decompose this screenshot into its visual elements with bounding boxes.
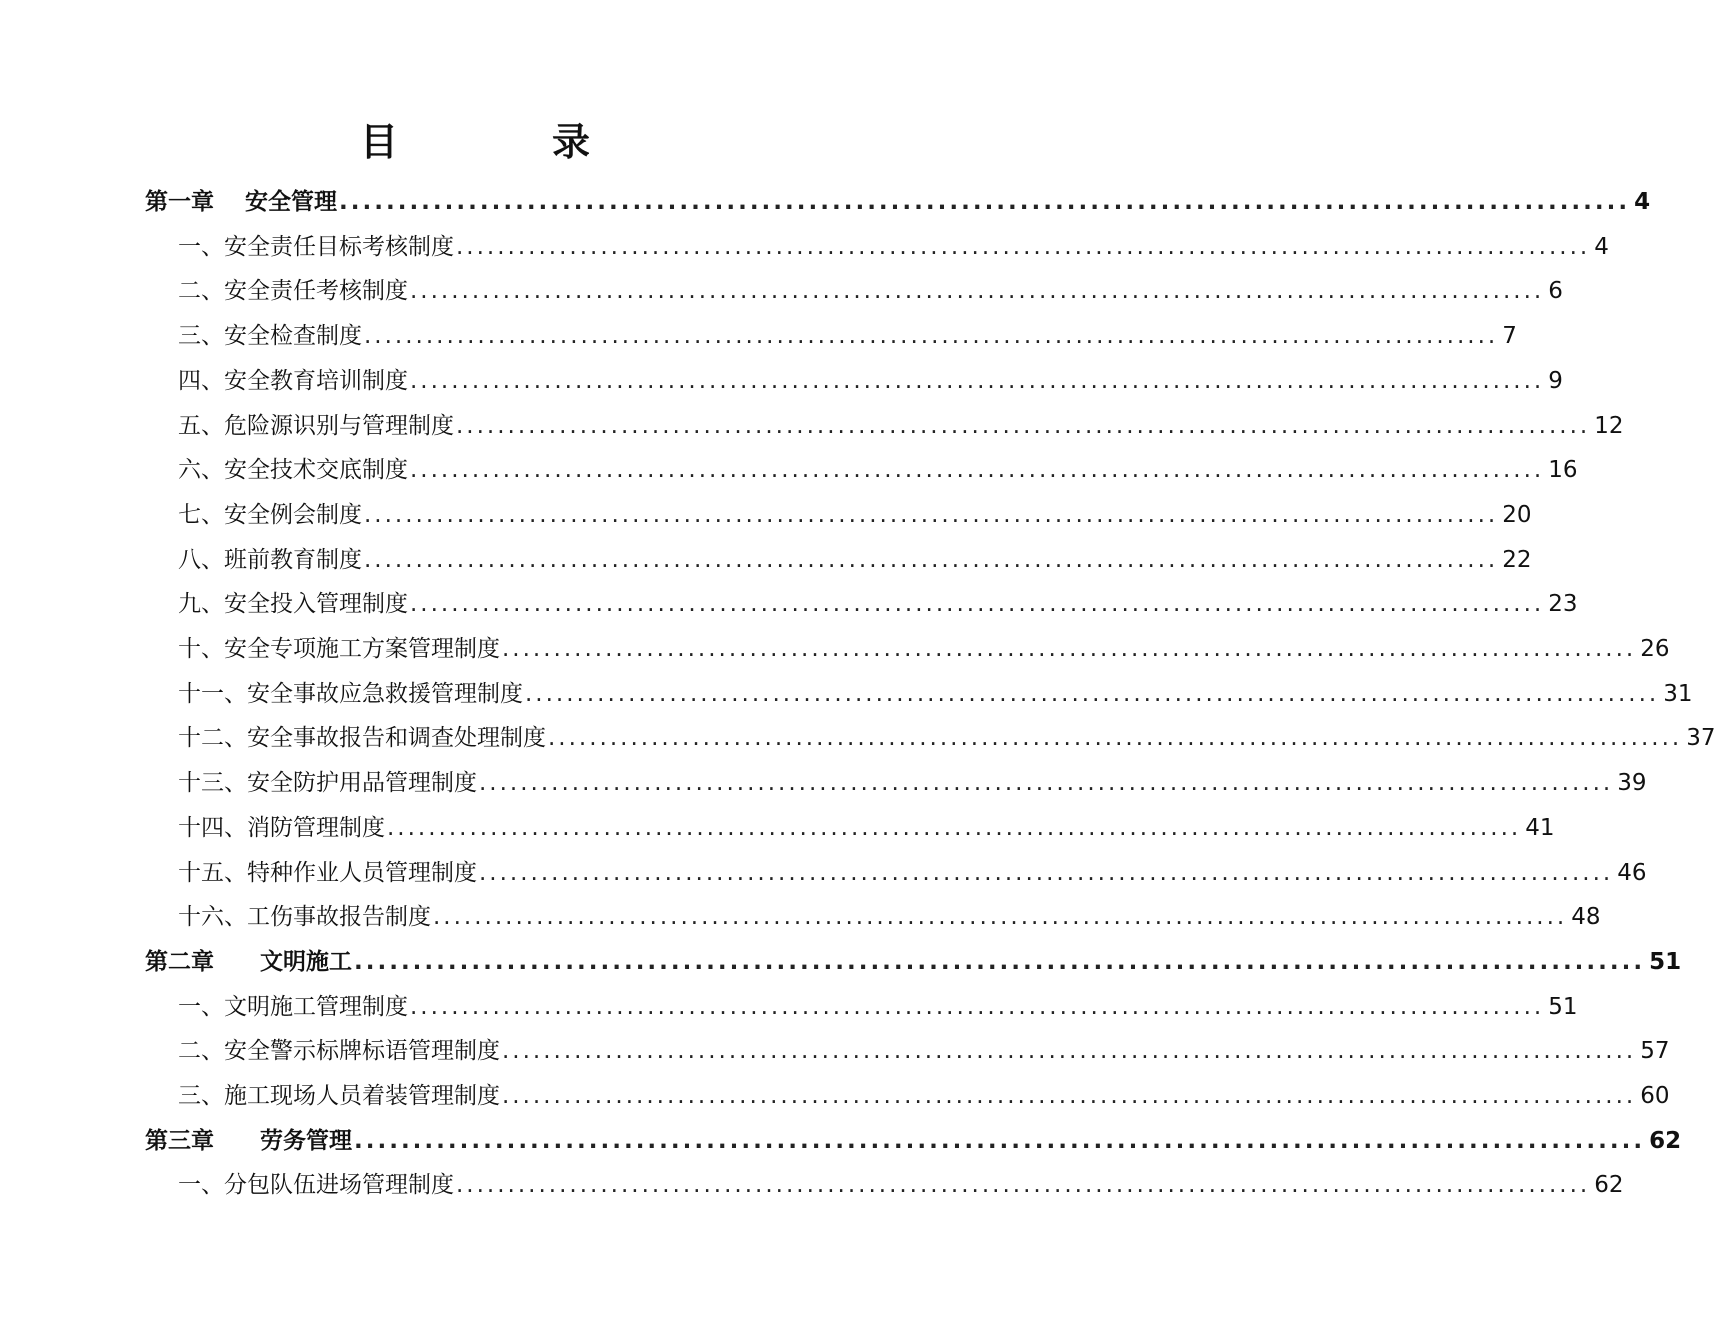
toc-entry-label: 第一章 安全管理 [145, 189, 338, 215]
toc-entry-label: 十二、安全事故报告和调查处理制度 [178, 725, 546, 752]
toc-page-number: 26 [1640, 636, 1670, 662]
toc-entry-label: 十、安全专项施工方案管理制度 [178, 636, 500, 662]
toc-dot-leader: .............................................................................................................. [410, 993, 1545, 1020]
toc-section-entry[interactable] [178, 625, 1670, 665]
toc-page-number: 23 [1548, 591, 1578, 618]
toc-chapter-entry[interactable] [145, 1117, 1682, 1157]
toc-dot-leader: .............................................................................................................. [354, 948, 1646, 975]
toc-entry-label: 十三、安全防护用品管理制度 [178, 770, 477, 797]
toc-section-entry[interactable] [178, 357, 1563, 397]
toc-page-number: 31 [1663, 680, 1693, 707]
toc-section-entry[interactable] [178, 536, 1532, 576]
toc-entry-label: 十四、消防管理制度 [178, 814, 385, 841]
toc-dot-leader: .............................................................................................................. [525, 680, 1660, 707]
toc-page-number: 51 [1649, 948, 1682, 975]
toc-page-number: 57 [1640, 1038, 1670, 1065]
toc-dot-leader: .............................................................................................................. [410, 367, 1545, 394]
toc-page-number: 12 [1594, 412, 1624, 439]
toc-page-number: 62 [1649, 1127, 1682, 1154]
toc-page-number: 41 [1525, 814, 1555, 841]
toc-page-number: 4 [1634, 189, 1651, 215]
toc-entry-label: 一、文明施工管理制度 [178, 993, 408, 1020]
toc-page-number: 48 [1571, 904, 1601, 931]
toc-dot-leader: .............................................................................................................. [456, 233, 1591, 260]
toc-page-number: 6 [1548, 278, 1563, 305]
toc-section-entry[interactable] [178, 491, 1532, 531]
toc-page-number: 51 [1548, 993, 1578, 1020]
toc-entry-label: 十一、安全事故应急救援管理制度 [178, 680, 523, 707]
toc-dot-leader: .............................................................................................................. [364, 501, 1499, 528]
toc-page-number: 60 [1640, 1083, 1670, 1109]
toc-page-number: 46 [1617, 859, 1647, 886]
toc-dot-leader: .............................................................................................................. [479, 859, 1614, 886]
toc-entry-label: 七、安全例会制度 [178, 501, 362, 528]
toc-chapter-entry[interactable] [145, 938, 1682, 978]
toc-page-number: 62 [1594, 1172, 1624, 1199]
toc-dot-leader: .............................................................................................................. [410, 457, 1545, 484]
toc-entry-label: 五、危险源识别与管理制度 [178, 412, 454, 439]
toc-dot-leader: .............................................................................................................. [339, 189, 1631, 215]
toc-section-entry[interactable] [178, 759, 1647, 799]
toc-entry-label: 四、安全教育培训制度 [178, 367, 408, 394]
toc-dot-leader: .............................................................................................................. [548, 725, 1683, 752]
page-title: 目 录 [359, 120, 648, 164]
toc-dot-leader: .............................................................................................................. [456, 1172, 1591, 1199]
toc-dot-leader: .............................................................................................................. [456, 412, 1591, 439]
toc-section-entry[interactable] [178, 983, 1578, 1023]
toc-dot-leader: .............................................................................................................. [410, 278, 1545, 305]
toc-section-entry[interactable] [178, 1072, 1670, 1112]
toc-page-number: 39 [1617, 770, 1647, 797]
toc-entry-label: 九、安全投入管理制度 [178, 591, 408, 618]
toc-section-entry[interactable] [178, 580, 1578, 620]
toc-dot-leader: .............................................................................................................. [354, 1127, 1646, 1154]
toc-section-entry[interactable] [178, 1161, 1624, 1201]
toc-dot-leader: .............................................................................................................. [364, 546, 1499, 573]
toc-entry-label: 八、班前教育制度 [178, 546, 362, 573]
toc-entry-label: 一、安全责任目标考核制度 [178, 233, 454, 260]
toc-section-entry[interactable] [178, 1027, 1670, 1067]
toc-section-entry[interactable] [178, 670, 1693, 710]
toc-page-number: 16 [1548, 457, 1578, 484]
toc-dot-leader: .............................................................................................................. [387, 814, 1522, 841]
toc-page-number: 37 [1686, 725, 1716, 752]
toc-dot-leader: .............................................................................................................. [502, 1083, 1637, 1109]
toc-page-number: 20 [1502, 501, 1532, 528]
toc-page-number: 7 [1502, 323, 1517, 350]
toc-dot-leader: .............................................................................................................. [433, 904, 1568, 931]
toc-section-entry[interactable] [178, 714, 1716, 754]
toc-dot-leader: .............................................................................................................. [410, 591, 1545, 618]
toc-entry-label: 二、安全警示标牌标语管理制度 [178, 1038, 500, 1065]
toc-section-entry[interactable] [178, 849, 1647, 889]
toc-entry-label: 一、分包队伍进场管理制度 [178, 1172, 454, 1199]
toc-dot-leader: .............................................................................................................. [502, 1038, 1637, 1065]
toc-section-entry[interactable] [178, 223, 1609, 263]
toc-section-entry[interactable] [178, 446, 1578, 486]
toc-section-entry[interactable] [178, 893, 1601, 933]
toc-page-number: 9 [1548, 367, 1563, 394]
toc-entry-label: 第三章 劳务管理 [145, 1127, 352, 1154]
toc-entry-label: 十五、特种作业人员管理制度 [178, 859, 477, 886]
toc-entry-label: 三、安全检查制度 [178, 323, 362, 350]
toc-entry-label: 第二章 文明施工 [145, 948, 352, 975]
toc-page-number: 4 [1594, 233, 1609, 260]
toc-entry-label: 二、安全责任考核制度 [178, 278, 408, 305]
toc-dot-leader: .............................................................................................................. [364, 323, 1499, 350]
toc-section-entry[interactable] [178, 312, 1517, 352]
toc-page-number: 22 [1502, 546, 1532, 573]
toc-entry-label: 十六、工伤事故报告制度 [178, 904, 431, 931]
toc-section-entry[interactable] [178, 402, 1624, 442]
toc-entry-label: 三、施工现场人员着装管理制度 [178, 1083, 500, 1109]
toc-section-entry[interactable] [178, 267, 1563, 307]
toc-entry-label: 六、安全技术交底制度 [178, 457, 408, 484]
toc-dot-leader: .............................................................................................................. [502, 636, 1637, 662]
toc-section-entry[interactable] [178, 804, 1555, 844]
toc-chapter-entry[interactable] [145, 178, 1651, 218]
toc-dot-leader: .............................................................................................................. [479, 770, 1614, 797]
